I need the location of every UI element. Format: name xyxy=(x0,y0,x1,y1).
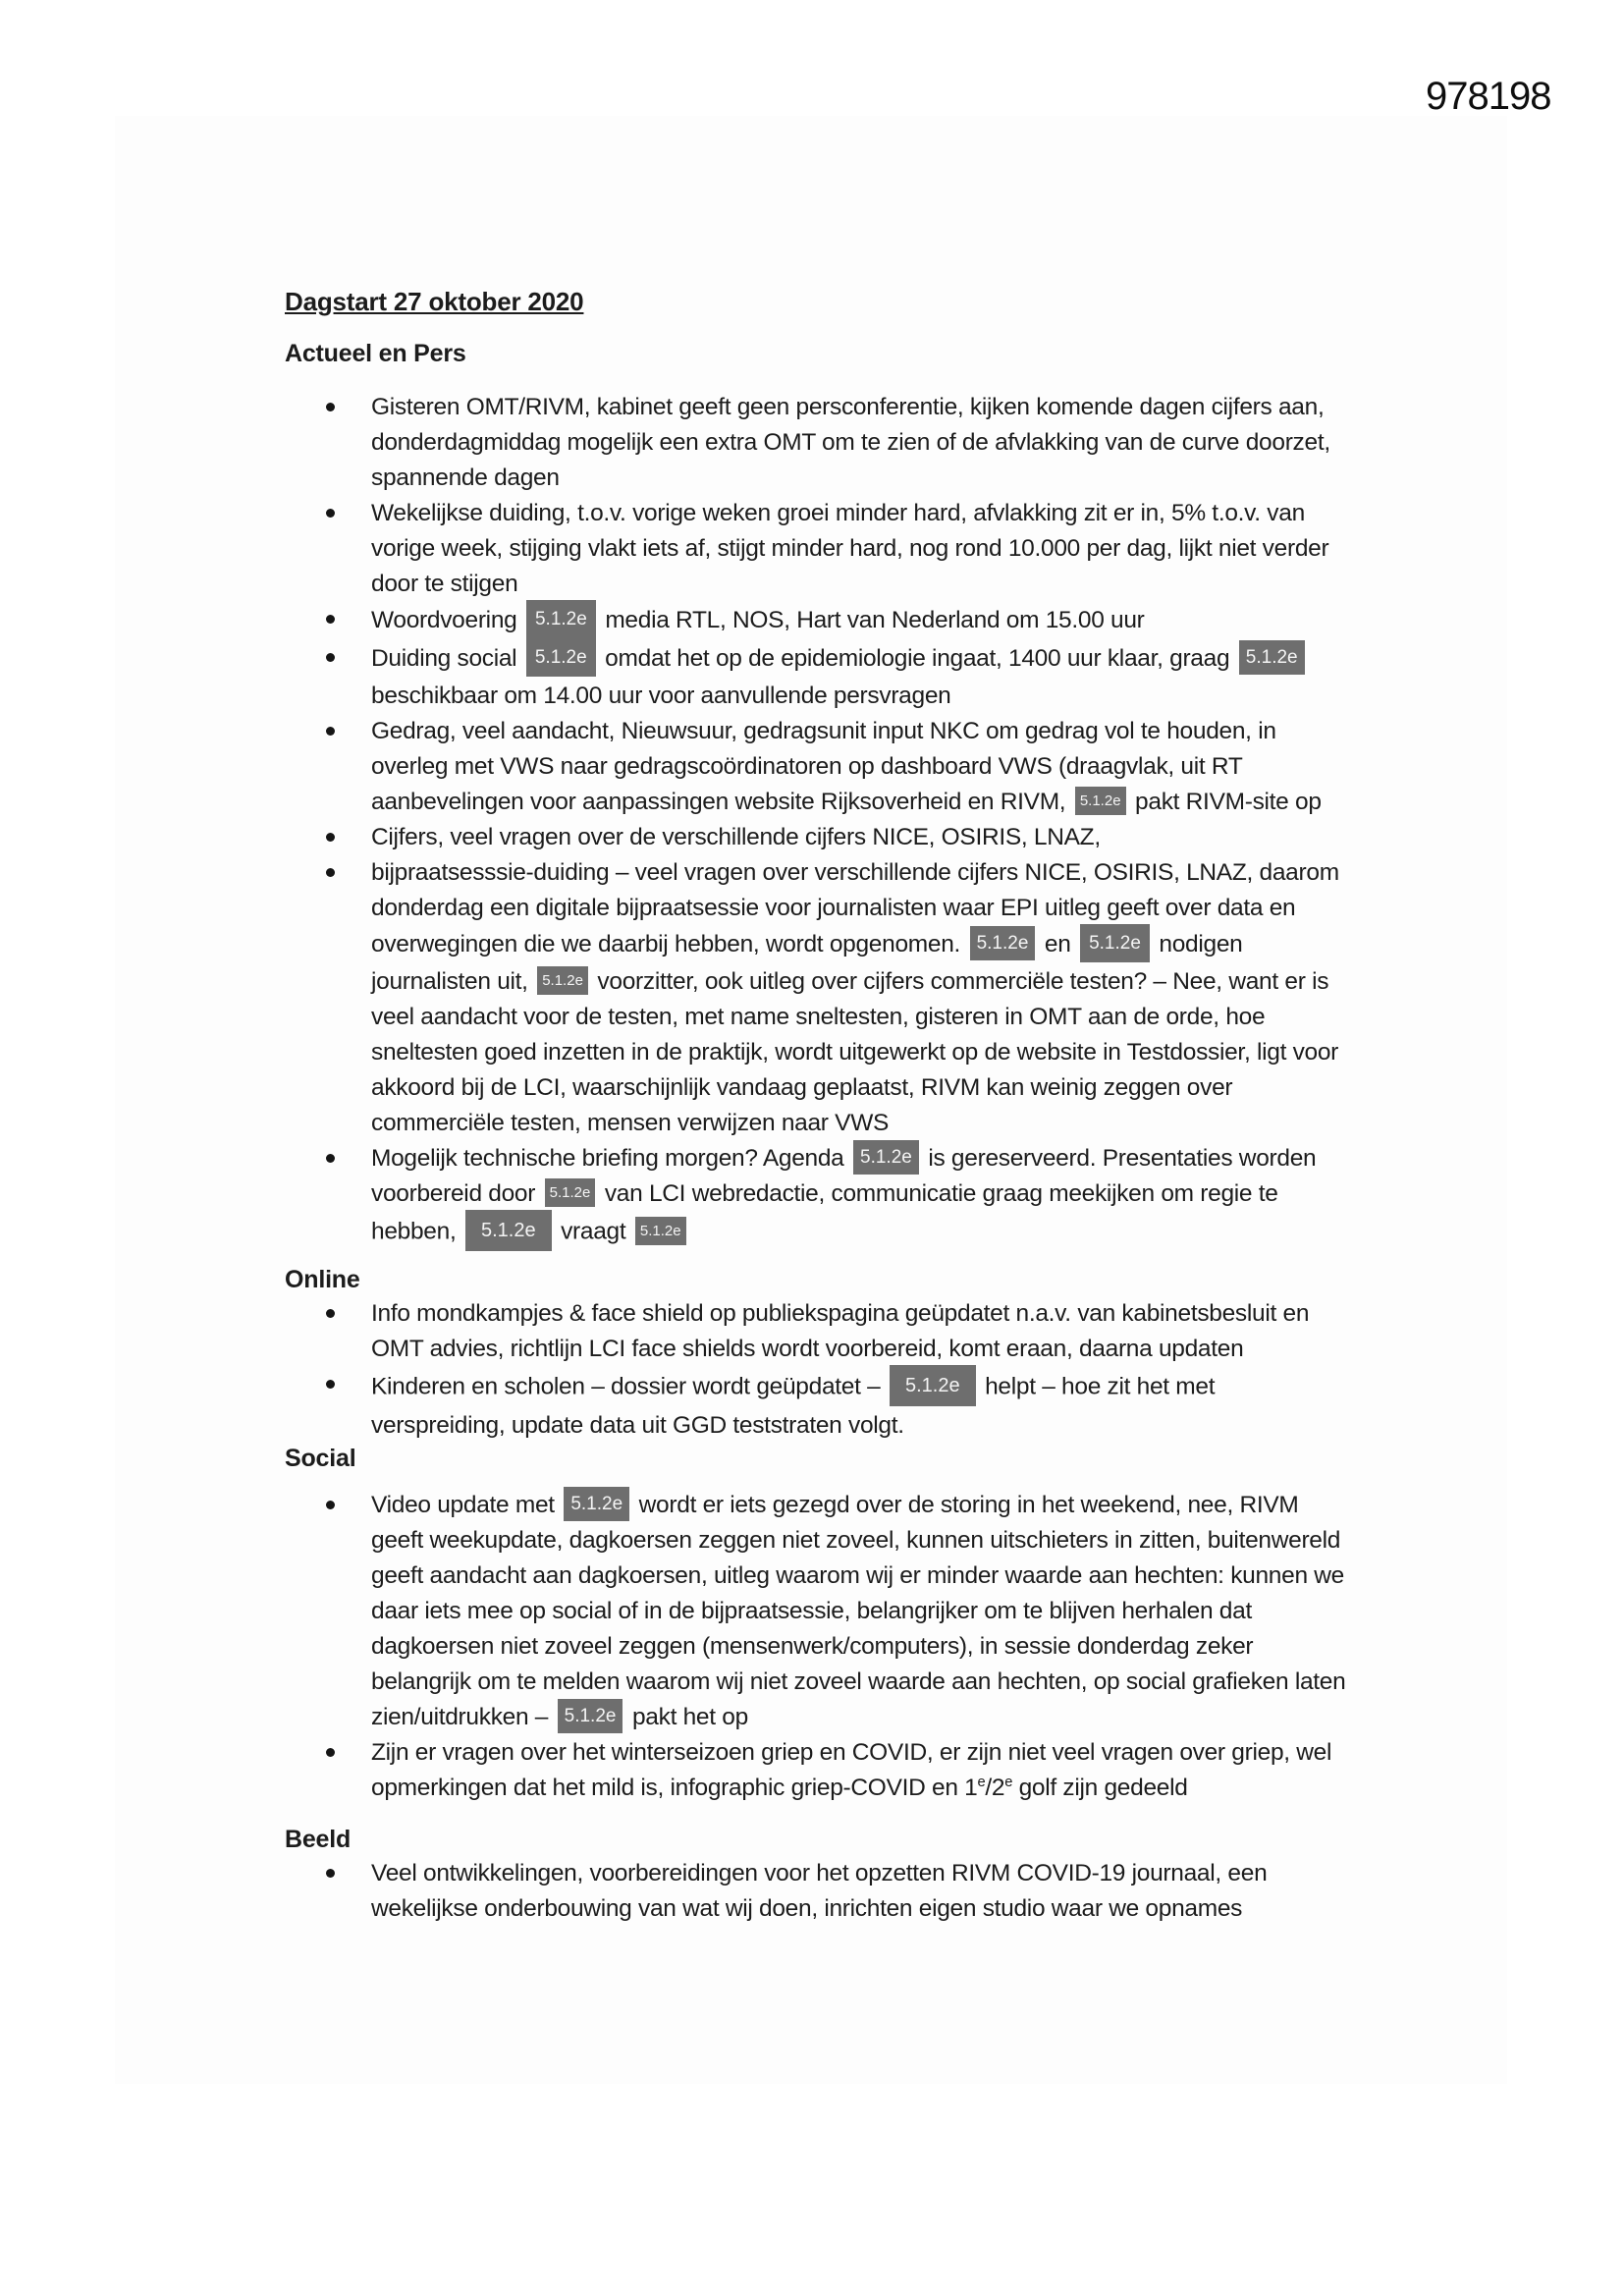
superscript-text: e xyxy=(977,1774,986,1790)
bullet-text: nodigen journalisten uit, xyxy=(371,930,1243,995)
section-heading: Online xyxy=(285,1266,360,1294)
redaction-box: 5.1.2e xyxy=(564,1487,629,1521)
redaction-box: 5.1.2e xyxy=(526,638,596,677)
section-online xyxy=(285,1265,1357,1444)
bullet-text: en xyxy=(1038,930,1078,957)
bullet-text: golf zijn gedeeld xyxy=(1012,1775,1188,1802)
section-heading: Social xyxy=(285,1445,356,1473)
bullet-text: helpt – hoe zit het met verspreiding, update data uit GGD teststraten volgt. xyxy=(371,1373,1216,1440)
bullet-item xyxy=(371,496,1353,602)
bullet-text: Kinderen en scholen – dossier wordt geüpdatet – xyxy=(371,1373,887,1400)
bullet-text: Video update met xyxy=(371,1492,562,1519)
bullet-item xyxy=(371,820,1353,855)
bullet-item xyxy=(371,390,1353,496)
redaction-box: 5.1.2e xyxy=(526,600,596,638)
bullet-item xyxy=(371,1488,1353,1735)
bullet-list xyxy=(285,390,1353,1253)
redaction-box: 5.1.2e xyxy=(1075,787,1126,815)
bullet-marker-icon xyxy=(326,1501,335,1509)
bullet-marker-icon xyxy=(326,868,335,877)
bullet-text: pakt het op xyxy=(625,1704,748,1731)
bullet-marker-icon xyxy=(326,509,335,518)
bullet-text: wordt er iets gezegd over de storing in het weekend, nee, RIVM geeft weekupdate, dagkoersen zeggen niet zoveel, kunnen uitschieters in zitten, buitenwereld geeft aandacht aan dagkoersen, uitleg waarom wij er minder waarde aan hechten: kunnen we daar iets mee op social of in de bijpraatsessie, belangrijker om te blijven herhalen dat dagkoersen niet zoveel zeggen (mensenwerk/computers), in sessie donderdag zeker belangrijk om te melden waarom wij niet zoveel waarde aan hechten, op social grafieken laten zien/uitdrukken – xyxy=(371,1492,1346,1731)
bullet-text: Zijn er vragen over het winterseizoen griep en COVID, er zijn niet veel vragen over griep, wel opmerkingen dat het mild is, infographic griep-COVID en 1 xyxy=(371,1739,1332,1802)
redaction-box: 5.1.2e xyxy=(558,1699,623,1733)
bullet-item xyxy=(371,1141,1353,1253)
bullet-text: Cijfers, veel vragen over de verschillende cijfers NICE, OSIRIS, LNAZ, xyxy=(371,824,1101,850)
bullet-text: bijpraatsesssie-duiding – veel vragen over verschillende cijfers NICE, OSIRIS, LNAZ, daarom donderdag een digitale bijpraatsessie voor journalisten waar EPI uitleg geeft over data en overwegingen die we daarbij hebben, wordt opgenomen. xyxy=(371,859,1339,957)
superscript-text: e xyxy=(1004,1774,1013,1790)
bullet-text: Gedrag, veel aandacht, Nieuwsuur, gedragsunit input NKC om gedrag vol te houden, in overleg met VWS naar gedragscoördinatoren op dashboard VWS (draagvlak, uit RT aanbevelingen voor aanpassingen website Rijksoverheid en RIVM, xyxy=(371,718,1276,815)
bullet-text: Veel ontwikkelingen, voorbereidingen voor het opzetten RIVM COVID-19 journaal, een wekelijkse onderbouwing van wat wij doen, inrichten eigen studio waar we opnames xyxy=(371,1860,1268,1923)
redaction-box: 5.1.2e xyxy=(853,1140,919,1175)
bullet-text: beschikbaar om 14.00 uur voor aanvullende persvragen xyxy=(371,683,951,709)
redaction-box: 5.1.2e xyxy=(465,1210,552,1251)
redaction-box: 5.1.2e xyxy=(1080,924,1150,962)
bullet-item xyxy=(371,1367,1353,1444)
bullet-text: Info mondkampjes & face shield op publiekspagina geüpdatet n.a.v. van kabinetsbesluit en OMT advies, richtlijn LCI face shields wordt voorbereid, komt eraan, daarna updaten xyxy=(371,1300,1310,1363)
bullet-text: van LCI webredactie, communicatie graag meekijken om regie te hebben, xyxy=(371,1180,1278,1245)
redaction-box: 5.1.2e xyxy=(890,1365,976,1406)
bullet-item xyxy=(371,1735,1353,1806)
bullet-item xyxy=(371,1856,1353,1927)
document-content xyxy=(285,287,1357,1927)
redaction-box: 5.1.2e xyxy=(1239,640,1305,675)
bullet-item xyxy=(371,640,1353,714)
bullet-text: omdat het op de epidemiologie ingaat, 1400 uur klaar, graag xyxy=(598,644,1236,672)
bullet-marker-icon xyxy=(326,1154,335,1163)
section-social xyxy=(285,1444,1357,1806)
bullet-text: media RTL, NOS, Hart van Nederland om 15.00 uur xyxy=(598,606,1145,633)
bullet-marker-icon xyxy=(326,1869,335,1878)
bullet-text: /2 xyxy=(985,1775,1005,1802)
section-heading: Beeld xyxy=(285,1826,352,1854)
redaction-box: 5.1.2e xyxy=(545,1178,596,1207)
bullet-text: Woordvoering xyxy=(371,606,523,633)
bullet-text: Gisteren OMT/RIVM, kabinet geeft geen persconferentie, kijken komende dagen cijfers aan, donderdagmiddag mogelijk een extra OMT om te zien of de afvlakking van de curve doorzet, spannende dagen xyxy=(371,394,1330,491)
bullet-list xyxy=(285,1488,1353,1806)
bullet-item xyxy=(371,714,1353,820)
bullet-text: is gereserveerd. Presentaties worden voorbereid door xyxy=(371,1145,1317,1208)
bullet-marker-icon xyxy=(326,615,335,624)
section-beeld xyxy=(285,1825,1357,1927)
bullet-text: Duiding social xyxy=(371,644,523,672)
redaction-box: 5.1.2e xyxy=(635,1217,686,1245)
bullet-item xyxy=(371,855,1353,1141)
bullet-text: vraagt xyxy=(554,1218,632,1245)
bullet-marker-icon xyxy=(326,727,335,736)
document-sections xyxy=(285,339,1357,1927)
bullet-text: Mogelijk technische briefing morgen? Agenda xyxy=(371,1145,850,1172)
page-number: 978198 xyxy=(1426,75,1551,118)
bullet-marker-icon xyxy=(326,1309,335,1318)
bullet-marker-icon xyxy=(326,1380,335,1389)
bullet-text: voorzitter, ook uitleg over cijfers commerciële testen? – Nee, want er is veel aandacht voor de testen, met name sneltesten, gisteren in OMT aan de orde, hoe sneltesten goed inzetten in de praktijk, wordt uitgewerkt op de website in Testdossier, ligt voor akkoord bij de LCI, waarschijnlijk vandaag geplaatst, RIVM kan weinig zeggen over commerciële testen, mensen verwijzen naar VWS xyxy=(371,968,1339,1136)
section-heading: Actueel en Pers xyxy=(285,340,466,367)
bullet-list xyxy=(285,1856,1353,1927)
document-title: Dagstart 27 oktober 2020 xyxy=(285,287,584,316)
bullet-item xyxy=(371,1296,1353,1367)
redaction-box: 5.1.2e xyxy=(970,926,1036,960)
bullet-list xyxy=(285,1296,1353,1444)
bullet-marker-icon xyxy=(326,403,335,411)
bullet-text: pakt RIVM-site op xyxy=(1128,789,1322,815)
bullet-marker-icon xyxy=(326,1748,335,1757)
bullet-marker-icon xyxy=(326,833,335,842)
section-actueel-en-pers xyxy=(285,339,1357,1253)
redaction-box: 5.1.2e xyxy=(537,966,588,995)
bullet-marker-icon xyxy=(326,653,335,662)
bullet-text: Wekelijkse duiding, t.o.v. vorige weken groei minder hard, afvlakking zit er in, 5% t.o.v. van vorige week, stijging vlakt iets af, stijgt minder hard, nog rond 10.000 per dag, lijkt niet verder door te stijgen xyxy=(371,500,1329,597)
bullet-item xyxy=(371,602,1353,640)
